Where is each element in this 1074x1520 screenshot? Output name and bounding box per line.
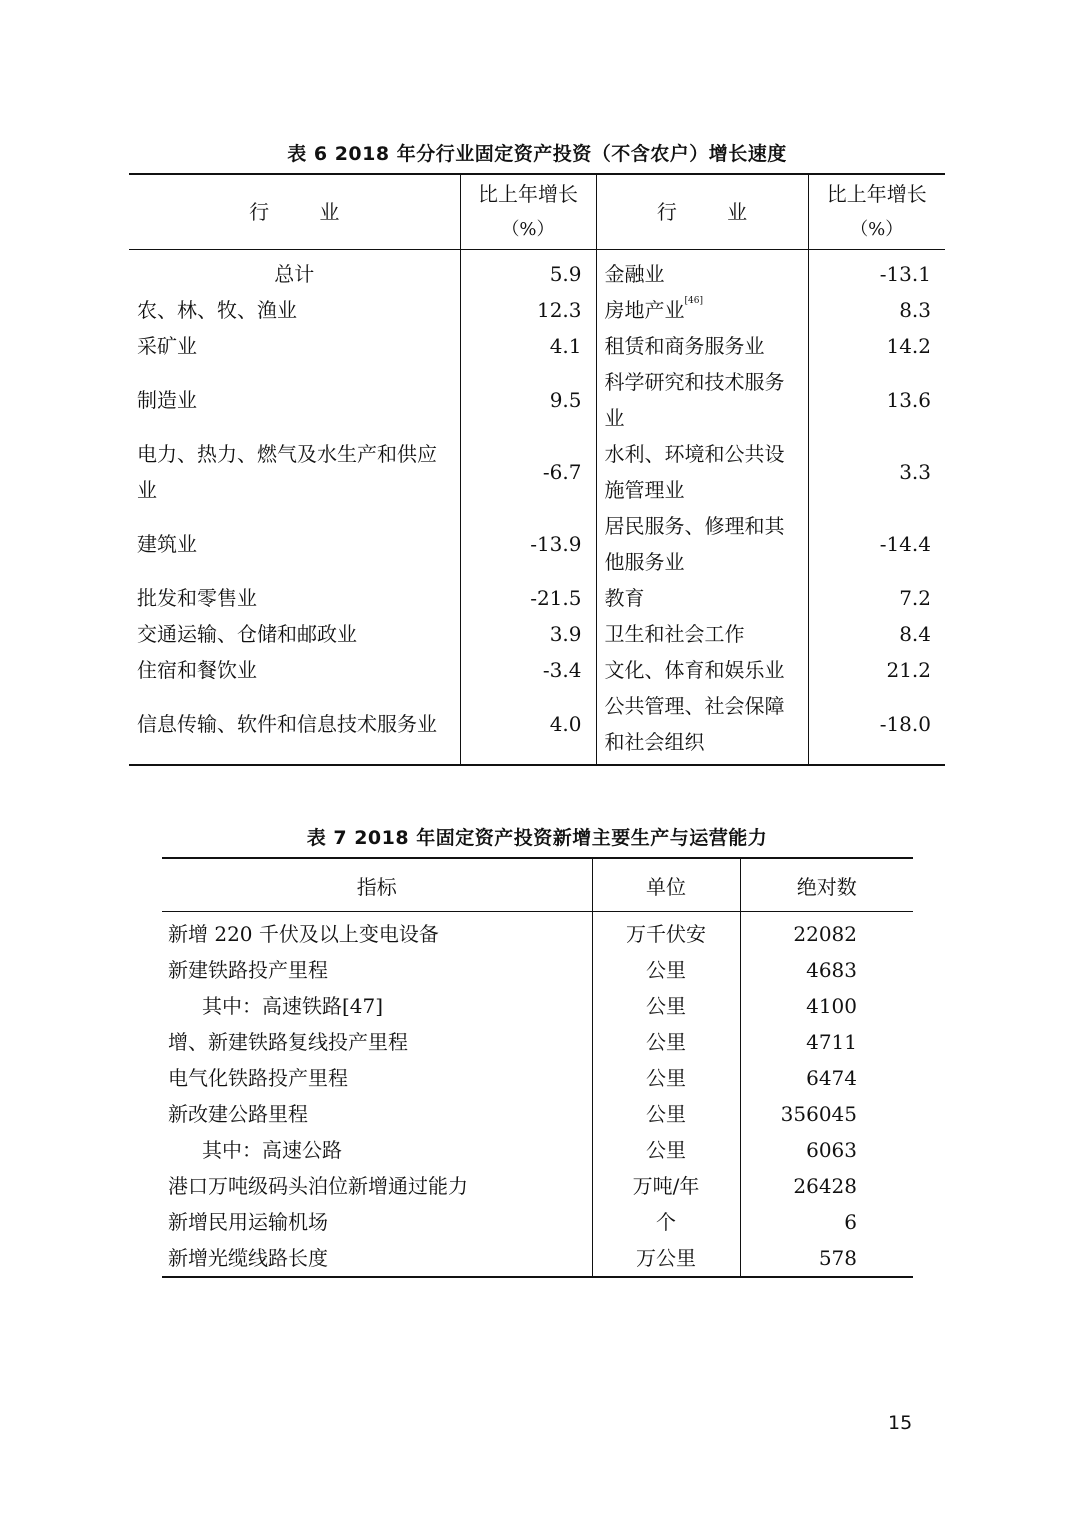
table-row (162, 952, 913, 988)
table-row (162, 1024, 913, 1060)
table-row (162, 1060, 913, 1096)
value: 6474 (806, 1066, 857, 1090)
table7-title: 表 7 2018 年固定资产投资新增主要生产与运营能力 (306, 827, 768, 849)
left-industry: 建筑业 (129, 508, 460, 580)
capacity-table (162, 857, 913, 1278)
table-row (162, 1204, 913, 1240)
left-value: 12.3 (460, 292, 596, 328)
left-industry: 采矿业 (129, 328, 460, 364)
right-value: 13.6 (886, 388, 931, 412)
value: 578 (818, 1246, 857, 1270)
left-value: 4.0 (460, 688, 596, 765)
table-row (162, 912, 913, 953)
indicator: 港口万吨级码头泊位新增通过能力 (162, 1168, 592, 1204)
indicator: 新增民用运输机场 (162, 1204, 592, 1240)
value: 4683 (806, 958, 857, 982)
unit: 公里 (592, 1096, 740, 1132)
left-value: 3.9 (460, 616, 596, 652)
left-industry: 制造业 (129, 364, 460, 436)
indicator: 其中：高速公路 (162, 1132, 592, 1168)
right-value: 21.2 (886, 658, 931, 682)
left-value: -6.7 (460, 436, 596, 508)
value: 4100 (806, 994, 857, 1018)
right-industry: 居民服务、修理和其他服务业 (596, 508, 808, 580)
value: 6 (844, 1210, 857, 1234)
table-row (162, 1132, 913, 1168)
right-industry: 公共管理、社会保障和社会组织 (596, 688, 808, 765)
table-row (129, 580, 945, 616)
right-industry: 水利、环境和公共设施管理业 (596, 436, 808, 508)
indicator: 增、新建铁路复线投产里程 (162, 1024, 592, 1060)
table-row (162, 988, 913, 1024)
footnote-ref: [46] (684, 296, 703, 306)
value: 4711 (806, 1030, 857, 1054)
table-row (162, 1168, 913, 1204)
right-value: 3.3 (899, 460, 931, 484)
left-value: -21.5 (460, 580, 596, 616)
left-value: -3.4 (460, 652, 596, 688)
header-absolute: 绝对数 (740, 858, 913, 912)
table-row (129, 250, 945, 293)
right-value: 14.2 (886, 334, 931, 358)
right-value: 7.2 (899, 586, 931, 610)
table7-header-row (162, 858, 913, 912)
indicator: 新增光缆线路长度 (162, 1240, 592, 1277)
header-industry-right: 行 业 (596, 174, 808, 250)
table-row (129, 364, 945, 436)
value: 6063 (806, 1138, 857, 1162)
right-value: -14.4 (879, 532, 931, 556)
value: 22082 (793, 922, 857, 946)
right-value: -18.0 (879, 712, 931, 736)
table6-header-row (129, 174, 945, 250)
left-industry: 批发和零售业 (129, 580, 460, 616)
right-industry: 教育 (596, 580, 808, 616)
table6-title: 表 6 2018 年分行业固定资产投资（不含农户）增长速度 (287, 143, 787, 165)
left-industry: 总计 (129, 250, 460, 293)
right-industry (596, 292, 808, 328)
indicator: 新改建公路里程 (162, 1096, 592, 1132)
industry-growth-table (129, 173, 945, 766)
unit: 公里 (592, 1060, 740, 1096)
page-number: 15 (888, 1412, 913, 1434)
table-row (129, 688, 945, 765)
unit: 万吨/年 (592, 1168, 740, 1204)
header-industry-left: 行 业 (129, 174, 460, 250)
header-indicator: 指标 (162, 858, 592, 912)
left-value: 4.1 (460, 328, 596, 364)
left-industry: 住宿和餐饮业 (129, 652, 460, 688)
unit: 万千伏安 (592, 912, 740, 953)
table-row (129, 292, 945, 328)
left-value: 5.9 (460, 250, 596, 293)
header-unit: 单位 (592, 858, 740, 912)
value: 26428 (793, 1174, 857, 1198)
table-row (129, 652, 945, 688)
table-row (129, 436, 945, 508)
table-row (129, 616, 945, 652)
table-row (162, 1096, 913, 1132)
right-industry: 金融业 (596, 250, 808, 293)
right-value: 8.3 (899, 298, 931, 322)
header-growth-left: 比上年增长 （%） (460, 174, 596, 250)
right-industry: 科学研究和技术服务业 (596, 364, 808, 436)
table-row (129, 328, 945, 364)
unit: 公里 (592, 1024, 740, 1060)
right-value: -13.1 (879, 262, 931, 286)
unit: 万公里 (592, 1240, 740, 1277)
indicator: 其中：高速铁路[47] (162, 988, 592, 1024)
unit: 个 (592, 1204, 740, 1240)
right-industry: 租赁和商务服务业 (596, 328, 808, 364)
left-industry: 农、林、牧、渔业 (129, 292, 460, 328)
left-value: 9.5 (460, 364, 596, 436)
right-industry-label: 房地产业 (604, 298, 685, 322)
indicator: 电气化铁路投产里程 (162, 1060, 592, 1096)
unit: 公里 (592, 952, 740, 988)
indicator: 新建铁路投产里程 (162, 952, 592, 988)
header-growth-right: 比上年增长 （%） (808, 174, 945, 250)
unit: 公里 (592, 988, 740, 1024)
indicator: 新增 220 千伏及以上变电设备 (162, 912, 592, 953)
left-value: -13.9 (460, 508, 596, 580)
right-industry: 卫生和社会工作 (596, 616, 808, 652)
left-industry: 信息传输、软件和信息技术服务业 (129, 688, 460, 765)
left-industry: 电力、热力、燃气及水生产和供应业 (129, 436, 460, 508)
table-row (162, 1240, 913, 1277)
right-industry: 文化、体育和娱乐业 (596, 652, 808, 688)
right-value: 8.4 (899, 622, 931, 646)
unit: 公里 (592, 1132, 740, 1168)
value: 356045 (780, 1102, 857, 1126)
table-row (129, 508, 945, 580)
left-industry: 交通运输、仓储和邮政业 (129, 616, 460, 652)
